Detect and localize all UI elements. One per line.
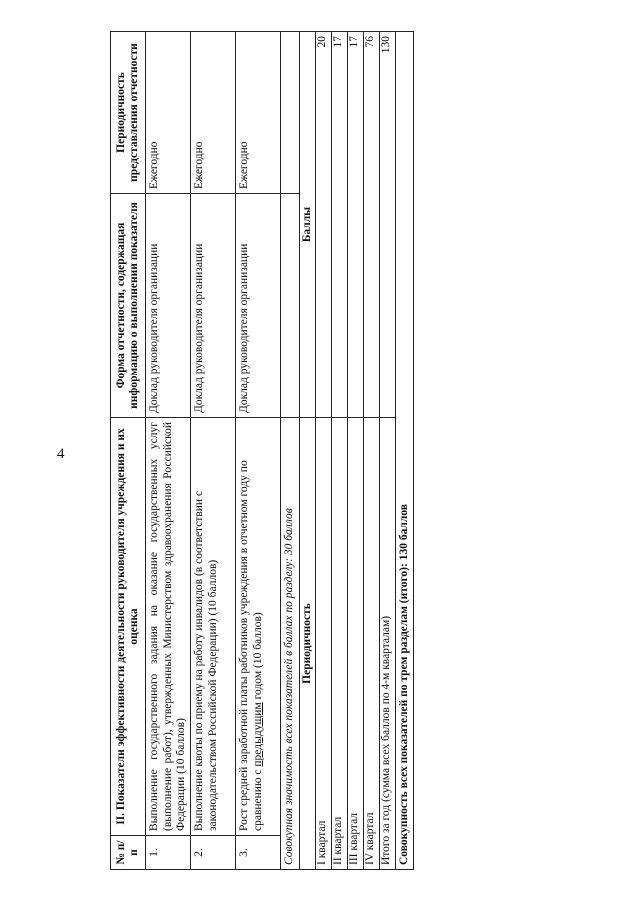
header-period: Периодичность представления отчетности bbox=[111, 32, 146, 194]
score-label: Итого за год (сумма всех баллов по 4-м кварталам) bbox=[379, 418, 395, 870]
row-indicator: Выполнение государственного задания на оказание государственных услуг (выполнение работ), утвержденных Министерством здравоохранения Российской Федерации (10 баллов) bbox=[146, 418, 191, 836]
score-label: II квартал bbox=[331, 418, 347, 870]
row-form: Доклад руководителя организации bbox=[236, 194, 281, 418]
header-form: Форма отчетности, содержащая информацию о выполнении показателя bbox=[111, 194, 146, 418]
row-form: Доклад руководителя организации bbox=[191, 194, 236, 418]
score-label: III квартал bbox=[347, 418, 363, 870]
score-header-row bbox=[299, 32, 315, 870]
row-indicator-text: Рост средней заработной платы работников учреждения в отчетном году по сравнению с bbox=[238, 460, 264, 831]
score-header-points: Баллы bbox=[299, 32, 315, 418]
score-row bbox=[331, 32, 347, 870]
section-total-row bbox=[281, 32, 299, 870]
row-num: 2. bbox=[191, 836, 236, 870]
empty-cell bbox=[281, 32, 299, 194]
row-indicator: Выполнение квоты по приему на работу инвалидов (в соответствии с законодательством Российской Федерации) (10 баллов) bbox=[191, 418, 236, 836]
table-row bbox=[191, 32, 236, 870]
row-num: 1. bbox=[146, 836, 191, 870]
score-label: I квартал bbox=[315, 418, 331, 870]
row-num: 3. bbox=[236, 836, 281, 870]
row-period: Ежегодно bbox=[146, 32, 191, 194]
score-header-period: Периодичность bbox=[299, 418, 315, 870]
score-value: 76 bbox=[363, 32, 379, 418]
indicators-table bbox=[110, 31, 414, 870]
table-row bbox=[236, 32, 281, 870]
score-row bbox=[347, 32, 363, 870]
score-row bbox=[315, 32, 331, 870]
header-num: № п/п bbox=[111, 836, 146, 870]
score-label: IV квартал bbox=[363, 418, 379, 870]
empty-cell bbox=[281, 194, 299, 418]
score-row bbox=[363, 32, 379, 870]
score-value: 17 bbox=[331, 32, 347, 418]
section-total: Совокупная значимость всех показателей в баллах по разделу: 30 баллов bbox=[281, 418, 299, 870]
row-form: Доклад руководителя организации bbox=[146, 194, 191, 418]
grand-total-row bbox=[395, 32, 413, 870]
row-indicator-text-end: годом (10 баллов) bbox=[251, 612, 264, 703]
score-value: 20 bbox=[315, 32, 331, 418]
table-row bbox=[146, 32, 191, 870]
row-period: Ежегодно bbox=[236, 32, 281, 194]
score-value: 130 bbox=[379, 32, 395, 418]
row-period: Ежегодно bbox=[191, 32, 236, 194]
table-header-row bbox=[111, 32, 146, 870]
header-indicator: II. Показатели эффективности деятельности руководителя учреждения и их оценка bbox=[111, 418, 146, 836]
score-row bbox=[379, 32, 395, 870]
grand-total: Совокупность всех показателей по трем разделам (итого): 130 баллов bbox=[395, 32, 413, 870]
row-indicator-underlined: предыдущим bbox=[251, 702, 264, 767]
score-value: 17 bbox=[347, 32, 363, 418]
page-number: 4 bbox=[57, 446, 65, 462]
row-indicator bbox=[236, 418, 281, 836]
